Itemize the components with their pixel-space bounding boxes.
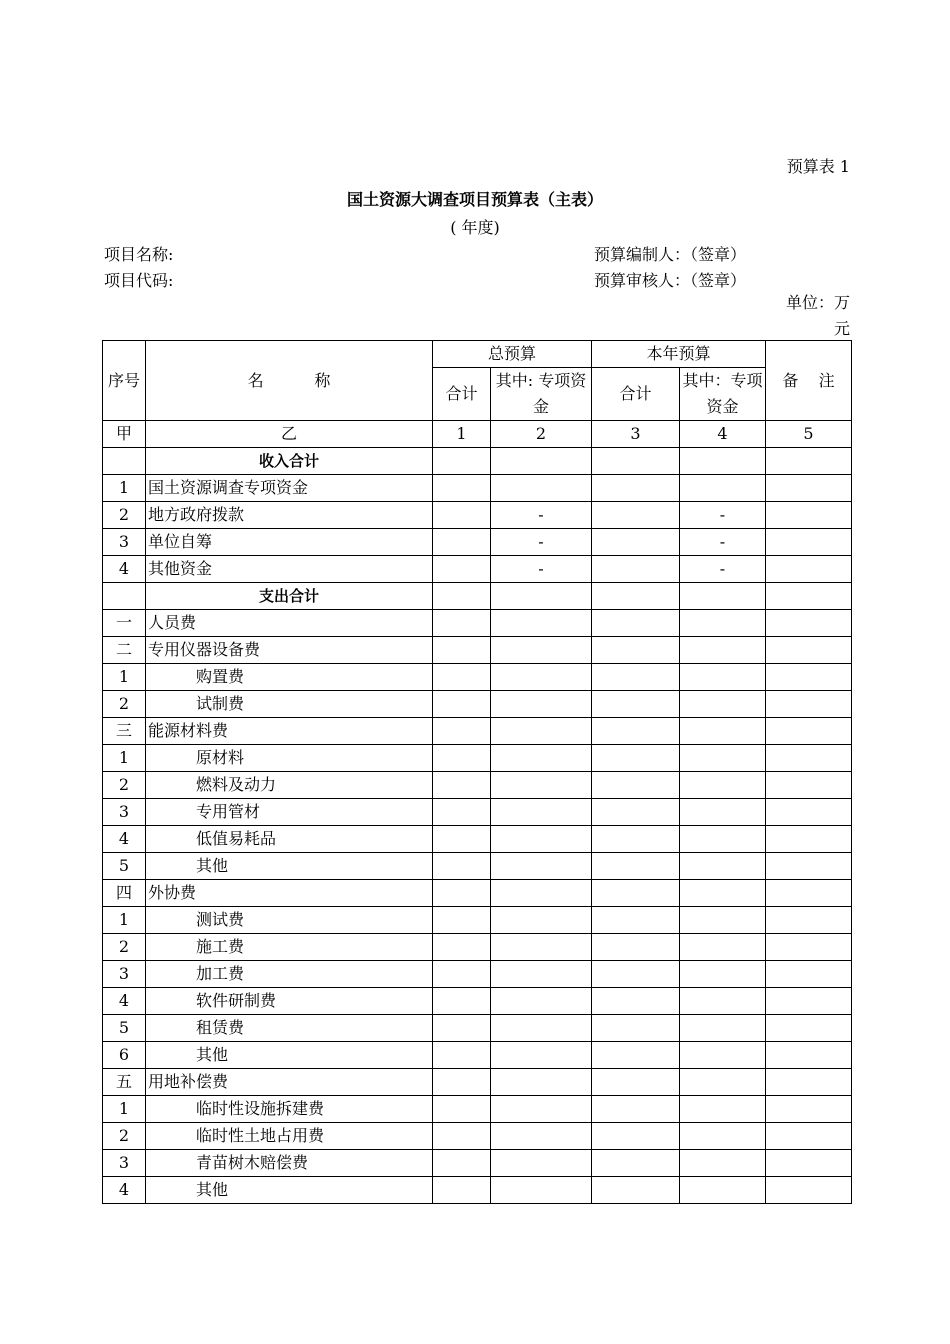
cell-remarks [766, 691, 852, 718]
cell-remarks [766, 502, 852, 529]
cell-year-special [680, 1042, 766, 1069]
table-row [103, 880, 852, 907]
unit-label [786, 290, 850, 342]
row-seq: 1 [103, 475, 146, 502]
cell-year-special [680, 475, 766, 502]
cell-year-sum [592, 1069, 680, 1096]
cell-year-sum [592, 745, 680, 772]
row-seq [103, 448, 146, 475]
cell-year-sum [592, 907, 680, 934]
row-seq: 一 [103, 610, 146, 637]
row-seq: 3 [103, 529, 146, 556]
cell-year-special: - [680, 502, 766, 529]
cell-total-sum [433, 826, 491, 853]
cell-total-special [491, 448, 592, 475]
cell-remarks [766, 475, 852, 502]
cell-year-sum [592, 664, 680, 691]
cell-remarks [766, 907, 852, 934]
form-label: 预算表 1 [786, 157, 850, 176]
cell-total-special [491, 880, 592, 907]
cell-remarks [766, 880, 852, 907]
cell-year-special: - [680, 556, 766, 583]
row-seq: 1 [103, 745, 146, 772]
row-seq: 5 [103, 853, 146, 880]
row-seq: 4 [103, 1177, 146, 1204]
cell-total-special [491, 799, 592, 826]
cell-total-special [491, 907, 592, 934]
page-title: 国土资源大调查项目预算表（主表） [346, 190, 603, 209]
cell-remarks [766, 799, 852, 826]
cell-year-sum [592, 475, 680, 502]
cell-year-sum [592, 637, 680, 664]
budget-table [102, 340, 852, 1204]
cell-year-sum [592, 853, 680, 880]
cell-year-sum [592, 1096, 680, 1123]
cell-year-special [680, 610, 766, 637]
header-name: 名 称 [146, 341, 433, 421]
cell-remarks [766, 853, 852, 880]
cell-year-special [680, 583, 766, 610]
cell-total-sum [433, 664, 491, 691]
unit-line-2: 元 [833, 319, 850, 338]
row-seq: 6 [103, 1042, 146, 1069]
table-row [103, 448, 852, 475]
cell-total-special [491, 853, 592, 880]
cell-remarks [766, 664, 852, 691]
cell-remarks [766, 1069, 852, 1096]
table-row [103, 475, 852, 502]
table-row [103, 799, 852, 826]
cell-year-special [680, 826, 766, 853]
row-name: 租赁费 [146, 1015, 433, 1042]
table-row [103, 853, 852, 880]
header-total-special: 其中: 专项资金 [491, 368, 592, 421]
project-code-label: 项目代码: [104, 271, 174, 290]
cell-total-sum [433, 610, 491, 637]
row-name: 专用管材 [146, 799, 433, 826]
col-label: 4 [680, 421, 766, 448]
col-label: 1 [433, 421, 491, 448]
cell-year-special [680, 637, 766, 664]
cell-total-special [491, 637, 592, 664]
col-label: 2 [491, 421, 592, 448]
cell-total-sum [433, 961, 491, 988]
row-seq: 3 [103, 799, 146, 826]
header-year-sum: 合计 [592, 368, 680, 421]
cell-total-special [491, 475, 592, 502]
cell-year-special [680, 691, 766, 718]
cell-year-special [680, 664, 766, 691]
row-seq: 2 [103, 772, 146, 799]
cell-remarks [766, 988, 852, 1015]
row-name: 施工费 [146, 934, 433, 961]
cell-remarks [766, 1042, 852, 1069]
cell-total-sum [433, 934, 491, 961]
row-seq: 4 [103, 826, 146, 853]
cell-total-special [491, 826, 592, 853]
col-label: 乙 [146, 421, 433, 448]
col-label: 5 [766, 421, 852, 448]
cell-total-sum [433, 1069, 491, 1096]
cell-year-special [680, 772, 766, 799]
cell-year-sum [592, 799, 680, 826]
cell-total-sum [433, 556, 491, 583]
preparer-label: 预算编制人：（签章） [594, 245, 747, 264]
row-name: 软件研制费 [146, 988, 433, 1015]
table-row [103, 556, 852, 583]
cell-remarks [766, 1150, 852, 1177]
cell-total-special [491, 1177, 592, 1204]
cell-total-sum [433, 502, 491, 529]
row-name: 青苗树木赔偿费 [146, 1150, 433, 1177]
row-seq: 3 [103, 961, 146, 988]
cell-total-sum [433, 880, 491, 907]
cell-total-sum [433, 1042, 491, 1069]
row-seq: 2 [103, 1123, 146, 1150]
cell-total-special [491, 772, 592, 799]
table-row [103, 772, 852, 799]
table-row [103, 1096, 852, 1123]
cell-year-sum [592, 1177, 680, 1204]
row-name: 收入合计 [146, 448, 433, 475]
cell-year-sum [592, 772, 680, 799]
cell-total-sum [433, 853, 491, 880]
cell-total-special [491, 610, 592, 637]
cell-year-special [680, 880, 766, 907]
cell-year-sum [592, 583, 680, 610]
row-name: 外协费 [146, 880, 433, 907]
cell-total-sum [433, 772, 491, 799]
table-row [103, 907, 852, 934]
cell-total-special [491, 583, 592, 610]
cell-year-special [680, 1150, 766, 1177]
cell-year-sum [592, 691, 680, 718]
table-row [103, 1042, 852, 1069]
header-year-budget: 本年预算 [592, 341, 766, 368]
row-seq: 5 [103, 1015, 146, 1042]
cell-year-sum [592, 718, 680, 745]
table-row [103, 637, 852, 664]
row-seq: 五 [103, 1069, 146, 1096]
row-name: 临时性设施拆建费 [146, 1096, 433, 1123]
row-seq: 1 [103, 1096, 146, 1123]
cell-year-special [680, 1123, 766, 1150]
cell-year-special [680, 853, 766, 880]
row-name: 人员费 [146, 610, 433, 637]
cell-total-special: - [491, 556, 592, 583]
cell-remarks [766, 826, 852, 853]
cell-year-sum [592, 988, 680, 1015]
cell-total-special [491, 1042, 592, 1069]
cell-total-special: - [491, 529, 592, 556]
col-label: 3 [592, 421, 680, 448]
cell-total-special [491, 1150, 592, 1177]
table-row [103, 610, 852, 637]
cell-year-special [680, 718, 766, 745]
cell-total-special [491, 934, 592, 961]
cell-year-special [680, 1069, 766, 1096]
cell-year-sum [592, 934, 680, 961]
cell-total-sum [433, 448, 491, 475]
row-seq: 二 [103, 637, 146, 664]
cell-total-sum [433, 1123, 491, 1150]
cell-total-sum [433, 691, 491, 718]
cell-total-sum [433, 907, 491, 934]
table-row [103, 934, 852, 961]
cell-year-sum [592, 961, 680, 988]
cell-total-special [491, 988, 592, 1015]
cell-year-special [680, 1096, 766, 1123]
table-row [103, 718, 852, 745]
header-year-special: 其中：专项资金 [680, 368, 766, 421]
cell-total-sum [433, 988, 491, 1015]
row-seq: 4 [103, 988, 146, 1015]
cell-year-sum [592, 1123, 680, 1150]
row-seq: 2 [103, 502, 146, 529]
cell-remarks [766, 610, 852, 637]
cell-total-special [491, 961, 592, 988]
cell-year-sum [592, 1015, 680, 1042]
cell-total-special: - [491, 502, 592, 529]
cell-year-special [680, 988, 766, 1015]
cell-year-sum [592, 448, 680, 475]
row-seq: 4 [103, 556, 146, 583]
cell-total-sum [433, 745, 491, 772]
row-name: 购置费 [146, 664, 433, 691]
row-seq: 3 [103, 1150, 146, 1177]
cell-total-sum [433, 529, 491, 556]
table-row [103, 529, 852, 556]
row-name: 单位自筹 [146, 529, 433, 556]
table-row [103, 691, 852, 718]
cell-remarks [766, 745, 852, 772]
cell-total-special [491, 718, 592, 745]
cell-remarks [766, 637, 852, 664]
cell-remarks [766, 1096, 852, 1123]
cell-total-sum [433, 583, 491, 610]
row-name: 测试费 [146, 907, 433, 934]
cell-year-special [680, 934, 766, 961]
cell-year-sum [592, 826, 680, 853]
header-total-sum: 合计 [433, 368, 491, 421]
row-seq: 2 [103, 934, 146, 961]
table-row [103, 1150, 852, 1177]
row-name: 国土资源调查专项资金 [146, 475, 433, 502]
row-name: 用地补偿费 [146, 1069, 433, 1096]
row-seq: 2 [103, 691, 146, 718]
cell-year-special [680, 907, 766, 934]
table-row [103, 1123, 852, 1150]
cell-total-special [491, 745, 592, 772]
cell-year-sum [592, 529, 680, 556]
row-name: 其他 [146, 1177, 433, 1204]
cell-year-sum [592, 880, 680, 907]
cell-total-sum [433, 637, 491, 664]
row-seq: 四 [103, 880, 146, 907]
row-name: 临时性土地占用费 [146, 1123, 433, 1150]
cell-total-sum [433, 799, 491, 826]
cell-remarks [766, 961, 852, 988]
cell-remarks [766, 772, 852, 799]
cell-remarks [766, 1177, 852, 1204]
year-line: ( 年度) [450, 218, 500, 237]
table-row [103, 664, 852, 691]
cell-year-special [680, 799, 766, 826]
row-seq [103, 583, 146, 610]
table-row [103, 988, 852, 1015]
cell-total-sum [433, 718, 491, 745]
header-remarks: 备 注 [766, 341, 852, 421]
row-name: 其他资金 [146, 556, 433, 583]
cell-year-sum [592, 610, 680, 637]
table-row [103, 1069, 852, 1096]
row-name: 地方政府拨款 [146, 502, 433, 529]
reviewer-label: 预算审核人：（签章） [594, 271, 747, 290]
cell-total-sum [433, 475, 491, 502]
row-name: 其他 [146, 853, 433, 880]
cell-remarks [766, 1015, 852, 1042]
cell-total-special [491, 1123, 592, 1150]
cell-year-special [680, 1177, 766, 1204]
header-total-budget: 总预算 [433, 341, 592, 368]
cell-total-special [491, 1015, 592, 1042]
cell-total-special [491, 664, 592, 691]
row-seq: 三 [103, 718, 146, 745]
project-name-label: 项目名称: [104, 245, 174, 264]
table-row [103, 745, 852, 772]
row-name: 支出合计 [146, 583, 433, 610]
table-row [103, 826, 852, 853]
row-name: 能源材料费 [146, 718, 433, 745]
header-seq: 序号 [103, 341, 146, 421]
table-row [103, 502, 852, 529]
cell-total-special [491, 691, 592, 718]
col-label: 甲 [103, 421, 146, 448]
table-row [103, 1015, 852, 1042]
row-seq: 1 [103, 664, 146, 691]
row-seq: 1 [103, 907, 146, 934]
cell-total-sum [433, 1150, 491, 1177]
cell-year-sum [592, 1150, 680, 1177]
table-row [103, 1177, 852, 1204]
cell-remarks [766, 529, 852, 556]
row-name: 原材料 [146, 745, 433, 772]
cell-year-special: - [680, 529, 766, 556]
unit-line-1: 单位：万 [785, 293, 850, 312]
cell-total-sum [433, 1177, 491, 1204]
table-row [103, 583, 852, 610]
cell-year-special [680, 1015, 766, 1042]
cell-year-sum [592, 502, 680, 529]
cell-remarks [766, 556, 852, 583]
cell-year-special [680, 745, 766, 772]
row-name: 专用仪器设备费 [146, 637, 433, 664]
cell-total-special [491, 1069, 592, 1096]
cell-total-sum [433, 1015, 491, 1042]
cell-year-sum [592, 1042, 680, 1069]
row-name: 加工费 [146, 961, 433, 988]
cell-year-special [680, 961, 766, 988]
cell-year-sum [592, 556, 680, 583]
cell-remarks [766, 934, 852, 961]
cell-remarks [766, 718, 852, 745]
cell-year-special [680, 448, 766, 475]
table-row [103, 961, 852, 988]
row-name: 低值易耗品 [146, 826, 433, 853]
row-name: 试制费 [146, 691, 433, 718]
cell-total-sum [433, 1096, 491, 1123]
row-name: 燃料及动力 [146, 772, 433, 799]
cell-remarks [766, 583, 852, 610]
row-name: 其他 [146, 1042, 433, 1069]
cell-total-special [491, 1096, 592, 1123]
cell-remarks [766, 448, 852, 475]
cell-remarks [766, 1123, 852, 1150]
